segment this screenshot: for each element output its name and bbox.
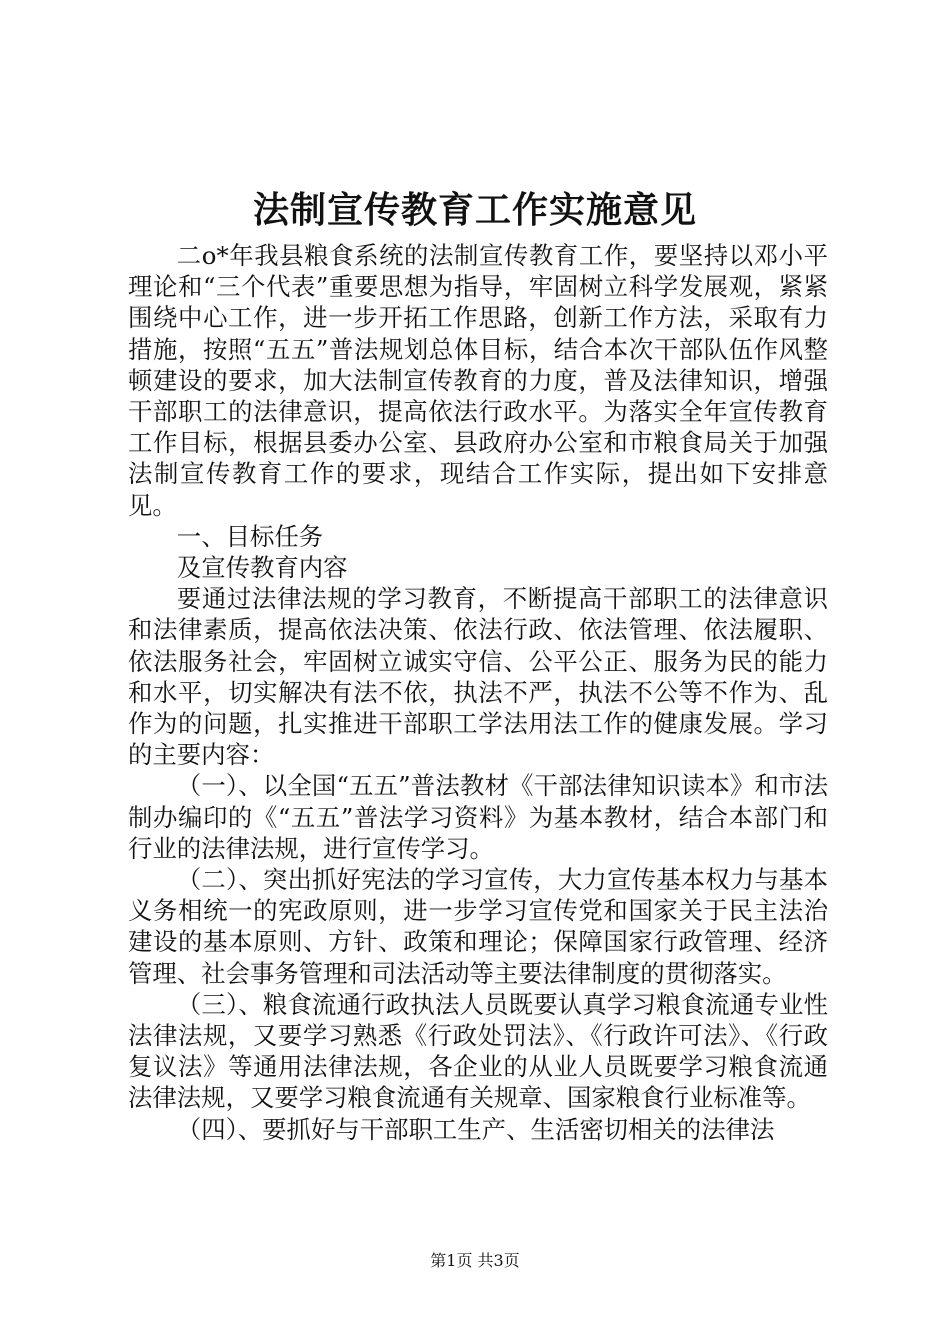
document-title: 法制宣传教育工作实施意见 — [252, 189, 697, 231]
document-body — [128, 240, 828, 1145]
page-number-footer: 第1页 共3页 — [430, 1251, 520, 1270]
item-1: （一）、以全国“五五”普法教材《干部法律知识读本》和市法制办编印的《“五五”普法学习资料》为基本教材，结合本部门和行业的法律法规，进行宣传学习。 — [128, 771, 828, 863]
section-heading-1-cont: 及宣传教育内容 — [176, 553, 348, 583]
section-heading-1: 一、目标任务 — [176, 521, 324, 551]
paragraph-intro: 二o*年我县粮食系统的法制宣传教育工作，要坚持以邓小平理论和“三个代表”重要思想为指导，牢固树立科学发展观，紧紧围绕中心工作，进一步开拓工作思路，创新工作方法，采取有力措施，按照“五五”普法规划总体目标，结合本次干部队伍作风整顿建设的要求，加大法制宣传教育的力度，普及法律知识，增强干部职工的法律意识，提高依法行政水平。为落实全年宣传教育工作目标，根据县委办公室、县政府办公室和市粮食局关于加强法制宣传教育工作的要求，现结合工作实际，提出如下安排意见。 — [128, 241, 828, 520]
item-3: （三）、粮食流通行政执法人员既要认真学习粮食流通专业性法律法规，又要学习熟悉《行政处罚法》、《行政许可法》、《行政复议法》等通用法律法规，各企业的从业人员既要学习粮食流通法律法规，又要学习粮食流通有关规章、国家粮食行业标准等。 — [128, 989, 828, 1113]
item-2: （二）、突出抓好宪法的学习宣传，大力宣传基本权力与基本义务相统一的宪政原则，进一步学习宣传党和国家关于民主法治建设的基本原则、方针、政策和理论；保障国家行政管理、经济管理、社会事务管理和司法活动等主要法律制度的贯彻落实。 — [128, 865, 828, 988]
item-4: （四）、要抓好与干部职工生产、生活密切相关的法律法 — [176, 1114, 775, 1144]
paragraph-goals: 要通过法律法规的学习教育，不断提高干部职工的法律意识和法律素质，提高依法决策、依法行政、依法管理、依法履职、依法服务社会，牢固树立诚实守信、公平公正、服务为民的能力和水平，切实解决有法不依，执法不严，执法不公等不作为、乱作为的问题，扎实推进干部职工学法用法工作的健康发展。学习的主要内容： — [128, 584, 828, 770]
